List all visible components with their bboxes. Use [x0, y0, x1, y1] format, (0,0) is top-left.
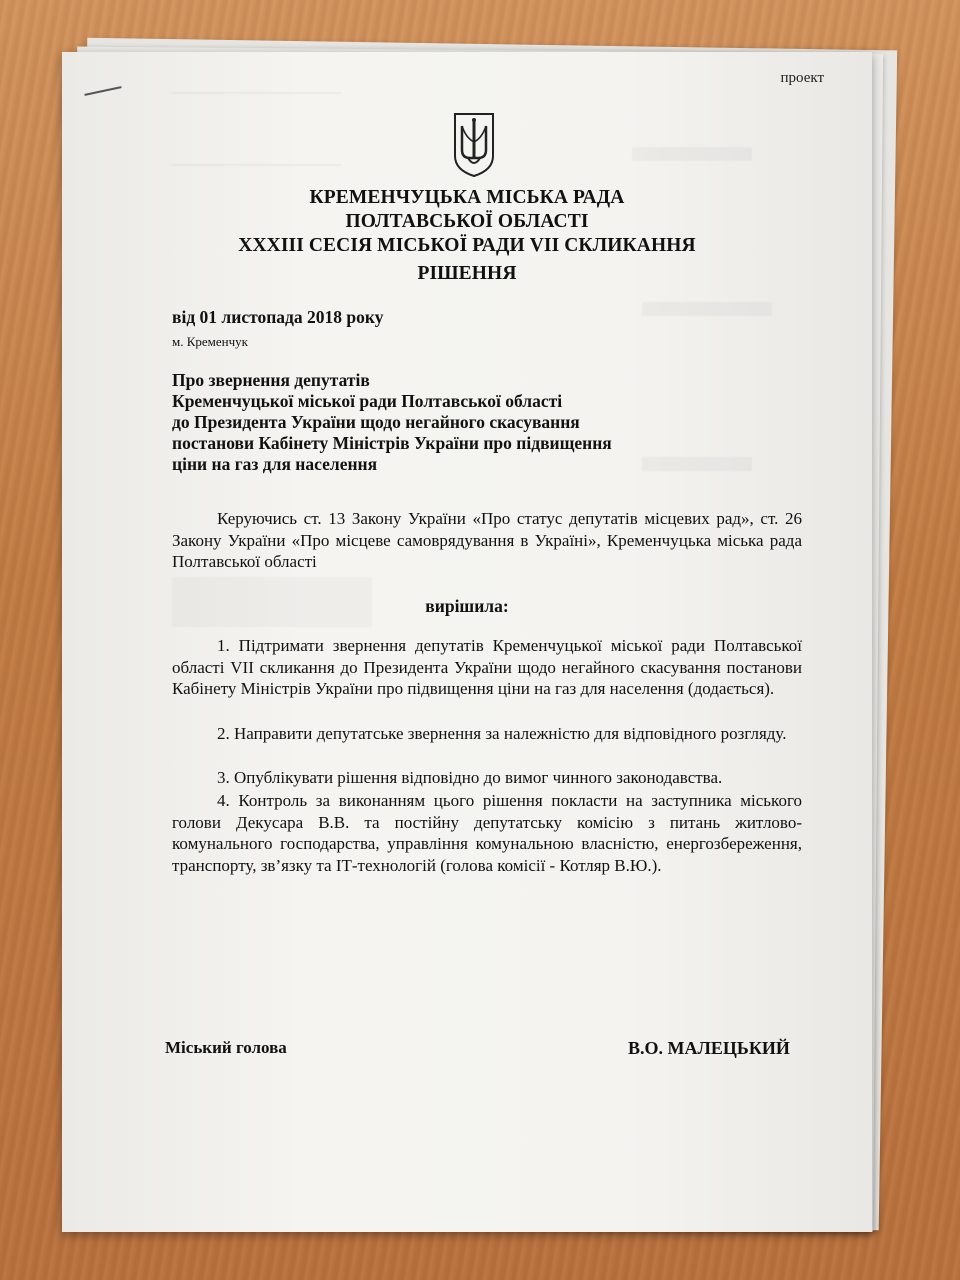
decision-item: 4. Контроль за виконанням цього рішення покласти на заступника міського голови Декусара В.В. та постійну депутатську комісію з питань житлово-комунального господарства, управління комунальною власністю, енергозбереження, транспорту, зв’язку та ІТ-технологій (голова комісії - Котляр В.Ю.). [172, 791, 802, 875]
bleed-through-shadow [642, 457, 752, 471]
decision-item: 2. Направити депутатське звернення за належністю для відповідного розгляду. [217, 724, 787, 743]
signatory-position: Міський голова [165, 1038, 287, 1057]
subject-line: до Президента України щодо негайного скасування [172, 412, 580, 432]
decision-city: м. Кременчук [172, 334, 248, 349]
council-header-line: КРЕМЕНЧУЦЬКА МІСЬКА РАДА [309, 187, 625, 208]
trident-icon [452, 112, 496, 178]
decision-subject [172, 370, 612, 475]
pencil-mark [84, 86, 122, 96]
subject-line: Кременчуцької міської ради Полтавської області [172, 391, 563, 411]
subject-line: постанови Кабінету Міністрів України про підвищення [172, 433, 612, 453]
document-page [62, 52, 872, 1232]
council-header-line: ПОЛТАВСЬКОЇ ОБЛАСТІ [345, 211, 589, 232]
bleed-through-shadow [172, 92, 342, 166]
council-header [62, 186, 872, 258]
subject-line: ціни на газ для населення [172, 454, 378, 474]
draft-label: проект [780, 70, 824, 86]
council-header-line: XXXIII СЕСІЯ МІСЬКОЇ РАДИ VII СКЛИКАННЯ [238, 235, 696, 256]
signatory-name: В.О. МАЛЕЦЬКИЙ [628, 1038, 790, 1058]
bleed-through-shadow [632, 147, 752, 161]
subject-line: Про звернення депутатів [172, 370, 370, 390]
bleed-through-shadow [642, 302, 772, 316]
decision-title: РІШЕННЯ [417, 263, 517, 284]
decision-date: від 01 листопада 2018 року [172, 307, 384, 327]
decided-label: вирішила: [425, 596, 509, 616]
decision-item: 3. Опублікувати рішення відповідно до вимог чинного законодавства. [217, 768, 723, 787]
preamble-paragraph: Керуючись ст. 13 Закону України «Про статус депутатів місцевих рад», ст. 26 Закону України «Про місцеве самоврядування в Україні», Кременчуцька міська рада Полтавської області [172, 509, 802, 572]
decision-item: 1. Підтримати звернення депутатів Кременчуцької міської ради Полтавської області VII скликання до Президента України щодо негайного скасування постанови Кабінету Міністрів України про підвищення ціни на газ для населення (додається). [172, 636, 802, 699]
